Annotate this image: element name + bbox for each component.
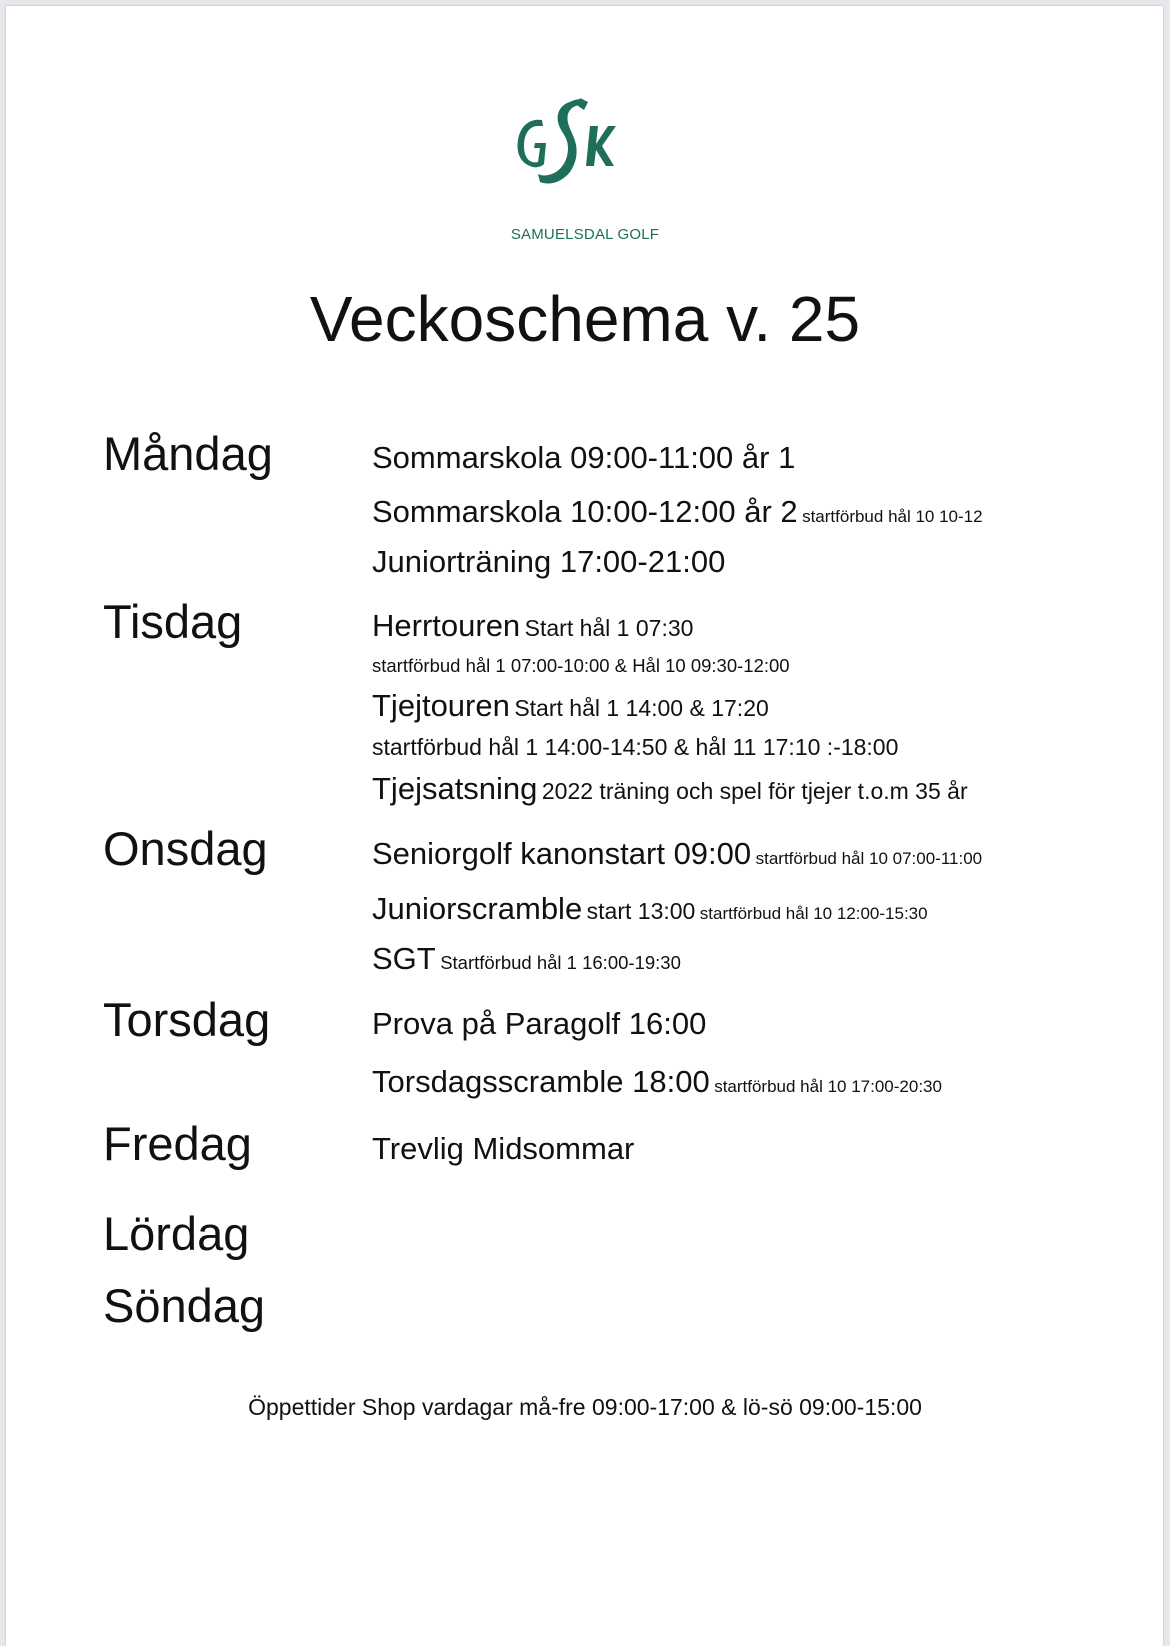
monday-entry-2 [372, 496, 983, 527]
entry-main: Sommarskola 10:00-12:00 år 2 [372, 494, 798, 529]
wednesday-entry-1 [372, 838, 982, 869]
entry-main: Prova på Paragolf 16:00 [372, 1006, 707, 1041]
day-saturday: Lördag [103, 1207, 250, 1260]
day-thursday: Torsdag [103, 993, 271, 1046]
thursday-entry-1 [372, 1008, 706, 1039]
entry-main: Juniorträning 17:00-21:00 [372, 544, 726, 579]
entry-note: Start hål 1 07:30 [524, 615, 694, 641]
entry-sub: startförbud hål 1 07:00-10:00 & Hål 10 09:30-12:00 [372, 655, 790, 676]
entry-note: Start hål 1 14:00 & 17:20 [514, 695, 769, 721]
entry-note: startförbud hål 10 10-12 [802, 507, 983, 526]
tuesday-entry-3 [372, 690, 769, 721]
thursday-entry-2 [372, 1066, 942, 1097]
entry-main: Sommarskola 09:00-11:00 år 1 [372, 440, 796, 475]
day-monday: Måndag [103, 427, 273, 480]
entry-main: SGT [372, 941, 436, 976]
day-friday: Fredag [103, 1117, 252, 1170]
tuesday-entry-1 [372, 610, 693, 641]
tuesday-entry-5 [372, 773, 968, 804]
wednesday-entry-2 [372, 893, 928, 924]
entry-main: Juniorscramble [372, 891, 583, 926]
club-logo [510, 96, 660, 246]
entry-main: Torsdagsscramble 18:00 [372, 1064, 710, 1099]
day-tuesday: Tisdag [103, 595, 243, 648]
entry-note: Startförbud hål 1 16:00-19:30 [440, 952, 681, 973]
friday-entry-1 [372, 1133, 634, 1164]
entry-main: Tjejtouren [372, 688, 510, 723]
entry-note: startförbud hål 10 17:00-20:30 [714, 1077, 942, 1096]
monday-entry-3 [372, 546, 725, 577]
entry-note: startförbud hål 10 07:00-11:00 [755, 849, 983, 868]
tuesday-entry-4 [372, 736, 898, 759]
club-name: SAMUELSDAL GOLF [510, 226, 660, 243]
tuesday-entry-2 [372, 657, 790, 676]
monday-entry-1 [372, 442, 795, 473]
entry-main: Herrtouren [372, 608, 521, 643]
entry-main: Trevlig Midsommar [372, 1131, 635, 1166]
entry-main: Seniorgolf kanonstart 09:00 [372, 836, 752, 871]
entry-note-start: start 13:00 [586, 898, 696, 924]
day-wednesday: Onsdag [103, 822, 268, 875]
entry-main: Tjejsatsning [372, 771, 538, 806]
day-sunday: Söndag [103, 1279, 266, 1332]
wednesday-entry-3 [372, 943, 681, 974]
entry-note: startförbud hål 10 12:00-15:30 [699, 904, 928, 923]
entry-note: 2022 träning och spel för tjejer t.o.m 35 år [541, 778, 968, 804]
page-title: Veckoschema v. 25 [309, 283, 861, 355]
entry-sub: startförbud hål 1 14:00-14:50 & hål 11 17:10 :-18:00 [372, 734, 899, 760]
shop-opening-hours: Öppettider Shop vardagar må-fre 09:00-17:00 & lö-sö 09:00-15:00 [248, 1394, 922, 1420]
gsk-logo-icon [510, 96, 660, 216]
